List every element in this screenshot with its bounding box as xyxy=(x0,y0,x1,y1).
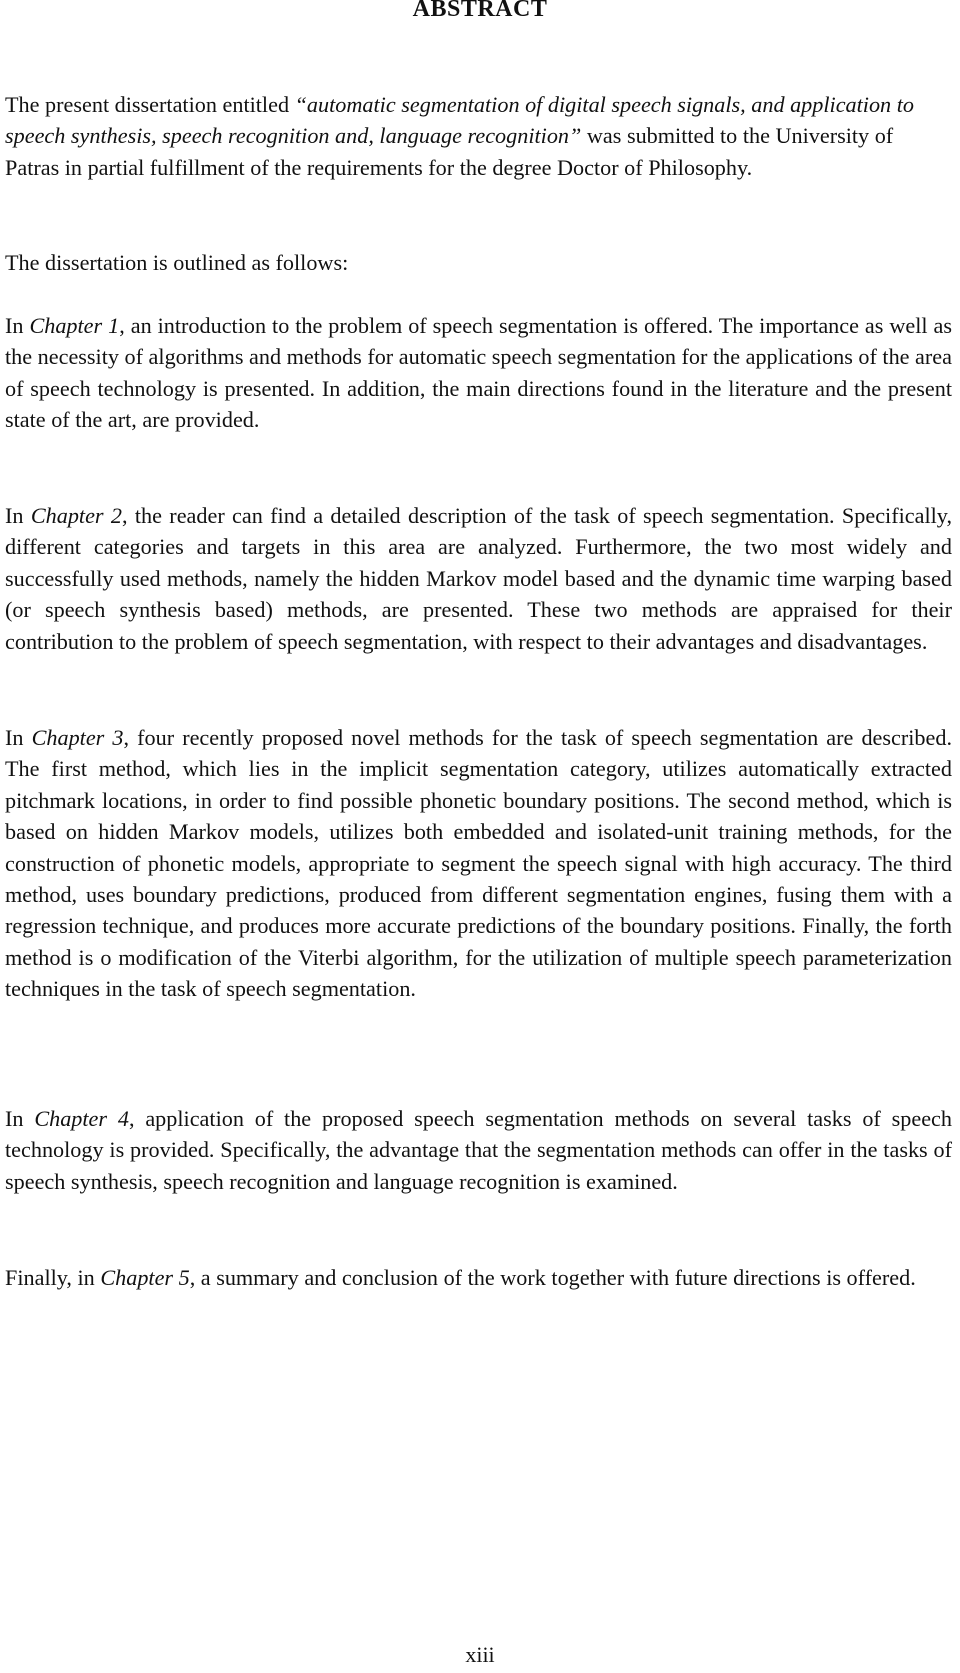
intro-paragraph xyxy=(5,89,952,183)
chapter-2-ref: Chapter 2 xyxy=(30,503,122,528)
chapter-4-lead: In xyxy=(5,1106,35,1131)
chapter-4-paragraph xyxy=(5,1103,952,1197)
outline-text: The dissertation is outlined as follows: xyxy=(5,250,349,275)
chapter-3-text: , four recently proposed novel methods for the task of speech segmentation are described. The first method, which lies in the implicit segmentation category, utilizes automatically extracted pitchmark locations, in order to find possible phonetic boundary positions. The second method, which is based on hidden Markov models, utilizes both embedded and isolated-unit training methods, for the construction of phonetic models, appropriate to segment the speech signal with high accuracy. The third method, uses boundary predictions, produced from different segmentation engines, fusing them with a regression technique, and produces more accurate predictions of the boundary positions. Finally, the forth method is o modification of the Viterbi algorithm, for the utilization of multiple speech parameterization techniques in the task of speech segmentation. xyxy=(5,725,952,1002)
chapter-5-lead: Finally, in xyxy=(5,1265,101,1290)
chapter-1-paragraph xyxy=(5,310,952,436)
chapter-2-lead: In xyxy=(5,503,31,528)
chapter-3-lead: In xyxy=(5,725,32,750)
chapter-2-paragraph xyxy=(5,500,952,657)
chapter-1-text: , an introduction to the problem of speech segmentation is offered. The importance as well as the necessity of algorithms and methods for automatic speech segmentation for the applications of the area of speech technology is presented. In addition, the main directions found in the literature and the present state of the art, are provided. xyxy=(5,313,952,433)
chapter-5-paragraph xyxy=(5,1262,952,1293)
intro-tail: was submitted to the University of Patras in partial fulfillment of the requirements for the degree Doctor of Philosophy. xyxy=(5,123,894,180)
chapter-4-text: , application of the proposed speech segmentation methods on several tasks of speech technology is provided. Specifically, the advantage that the segmentation methods can offer in the tasks of speech synthesis, speech recognition and language recognition is examined. xyxy=(5,1106,952,1194)
page-title: ABSTRACT xyxy=(412,0,548,22)
chapter-3-ref: Chapter 3 xyxy=(31,725,124,750)
chapter-1-lead: In xyxy=(5,313,30,338)
chapter-5-ref: Chapter 5 xyxy=(100,1265,190,1290)
chapter-1-ref: Chapter 1 xyxy=(29,313,120,338)
chapter-4-ref: Chapter 4 xyxy=(34,1106,129,1131)
page-number: xiii xyxy=(465,1642,495,1667)
dissertation-title: “automatic segmentation of digital speech signals, and application to speech synthesis, speech recognition and, language recognition” xyxy=(5,92,914,149)
chapter-3-paragraph xyxy=(5,722,952,1005)
outline-paragraph xyxy=(5,247,952,278)
intro-lead: The present dissertation entitled xyxy=(5,92,295,117)
chapter-5-text: , a summary and conclusion of the work together with future directions is offered. xyxy=(189,1265,916,1290)
chapter-2-text: , the reader can find a detailed description of the task of speech segmentation. Specifically, different categories and targets in this area are analyzed. Furthermore, the two most widely and successfully used methods, namely the hidden Markov model based and the dynamic time warping based (or speech synthesis based) methods, are presented. These two methods are appraised for their contribution to the problem of speech segmentation, with respect to their advantages and disadvantages. xyxy=(5,503,953,654)
